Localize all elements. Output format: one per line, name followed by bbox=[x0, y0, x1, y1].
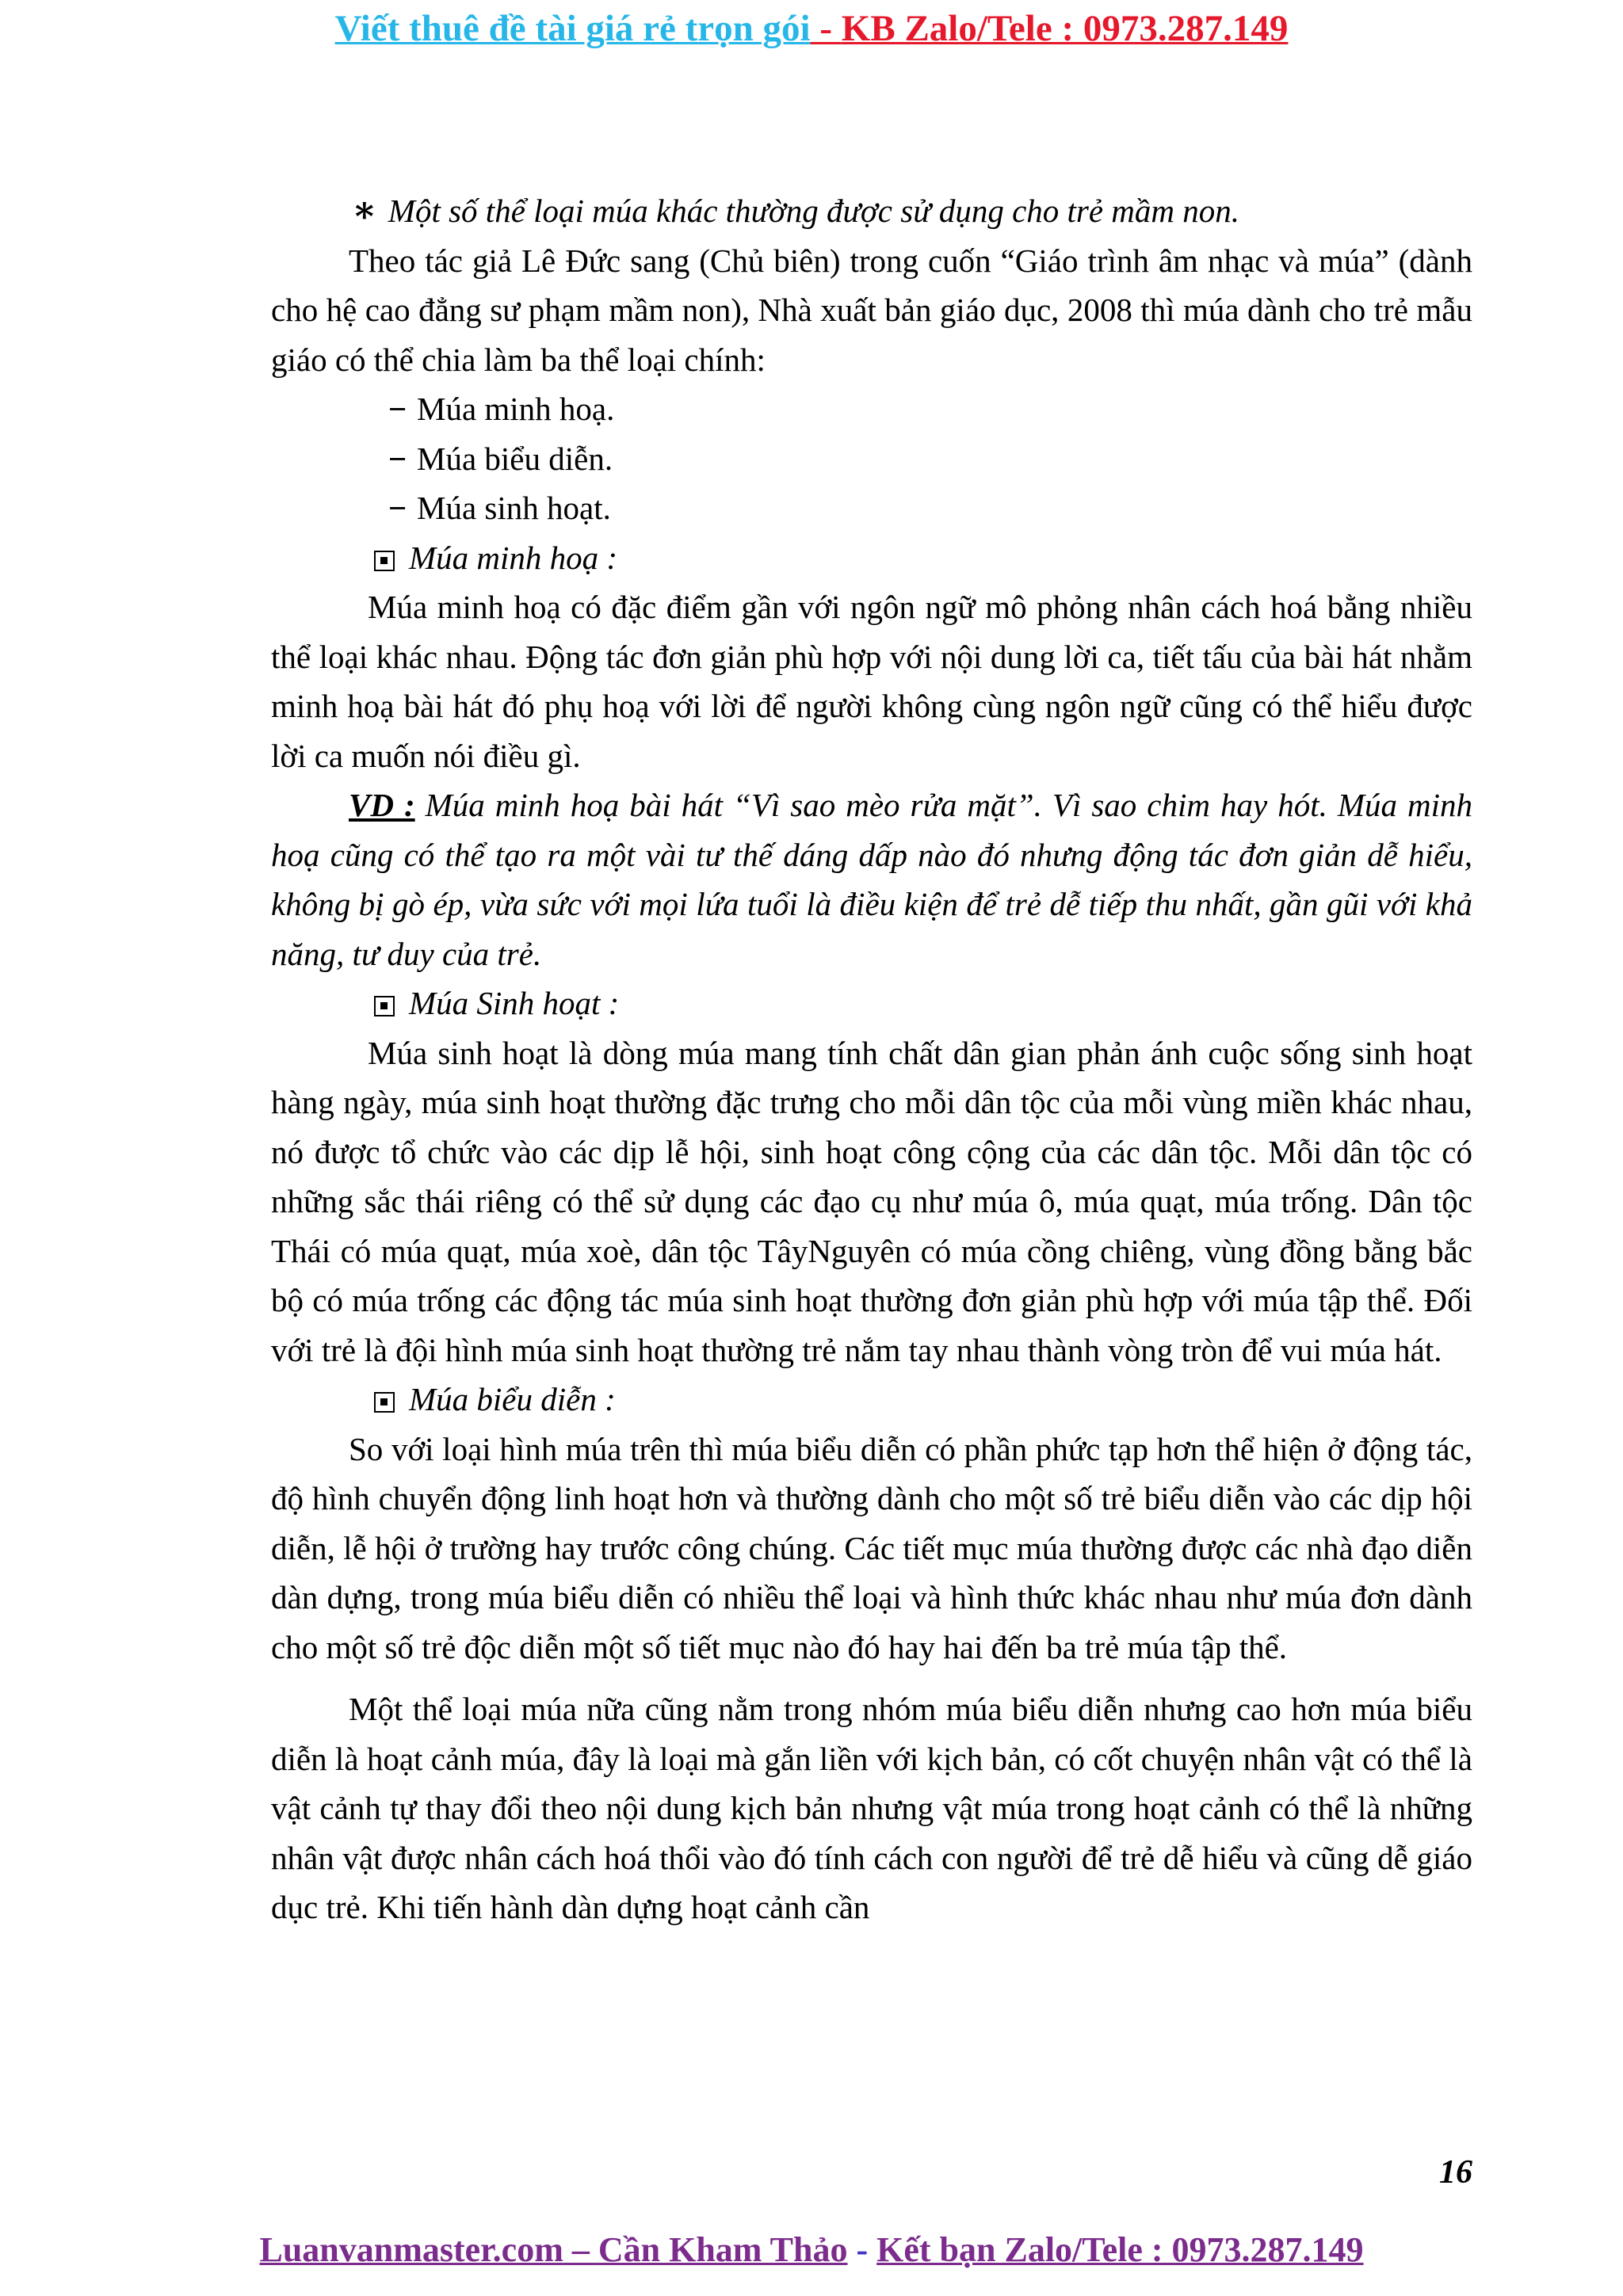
header-link-service[interactable]: Viết thuê đề tài giá rẻ trọn gói bbox=[334, 8, 811, 49]
list-item: − Múa minh hoạ. bbox=[271, 384, 1472, 434]
footer-link-site[interactable]: Luanvanmaster.com bbox=[259, 2230, 563, 2269]
page-footer bbox=[0, 2226, 1623, 2274]
subsection-title: Múa Sinh hoạt : bbox=[271, 978, 1472, 1028]
dash-icon: − bbox=[388, 391, 407, 427]
header-separator: - bbox=[810, 8, 842, 49]
boxed-square-icon bbox=[374, 1392, 395, 1413]
boxed-square-icon bbox=[374, 996, 395, 1016]
dash-icon: − bbox=[388, 440, 407, 477]
list-item: − Múa biểu diễn. bbox=[271, 434, 1472, 484]
paragraph: So với loại hình múa trên thì múa biểu diễn có phần phức tạp hơn thể hiện ở động tác, độ hình chuyển động linh hoạt hơn và thường dành cho một số trẻ biểu diễn vào các dịp hội diễn, lễ hội ở trường hay trước công chúng. Các tiết mục múa thường được các nhà đạo diễn dàn dựng, trong múa biểu diễn có nhiều thể loại và hình thức khác nhau như múa đơn dành cho một số trẻ độc diễn một số tiết mục nào đó hay hai đến ba trẻ múa tập thể. bbox=[271, 1430, 1472, 1665]
paragraph: Múa minh hoạ có đặc điểm gần với ngôn ngữ mô phỏng nhân cách hoá bằng nhiều thể loại khác nhau. Động tác đơn giản phù hợp với nội dung lời ca, tiết tấu của bài hát nhằm minh hoạ bài hát đó phụ hoạ với lời để người không cùng ngôn ngữ cũng có thể hiểu được lời ca muốn nói điều gì. bbox=[271, 589, 1472, 774]
paragraph: Múa sinh hoạt là dòng múa mang tính chất dân gian phản ánh cuộc sống sinh hoạt hàng ngày, múa sinh hoạt thường đặc trưng cho mỗi dân tộc của mỗi vùng miền khác nhau, nó được tổ chức vào các dịp lễ hội, sinh hoạt công cộng của các dân tộc. Mỗi dân tộc có những sắc thái riêng có thể sử dụng các đạo cụ như múa ô, múa quạt, múa trống. Dân tộc Thái có múa quạt, múa xoè, dân tộc TâyNguyên có múa cồng chiêng, vùng đồng bằng bắc bộ có múa trống các động tác múa sinh hoạt thường đơn giản phù hợp với múa tập thể. Đối với trẻ là đội hình múa sinh hoạt thường trẻ nắm tay nhau thành vòng tròn để vui múa hát. bbox=[271, 1034, 1472, 1368]
footer-separator: - bbox=[847, 2230, 877, 2269]
intro-paragraph: Theo tác giả Lê Đức sang (Chủ biên) trong cuốn “Giáo trình âm nhạc và múa” (dành cho hệ cao đẳng sư phạm mầm non), Nhà xuất bản giáo dục, 2008 thì múa dành cho trẻ mẫu giáo có thể chia làm ba thể loại chính: bbox=[271, 242, 1472, 378]
example-paragraph: VD : Múa minh hoạ bài hát “Vì sao mèo rửa mặt”. Vì sao chim hay hót. Múa minh hoạ cũng có thể tạo ra một vài tư thế dáng dấp nào đó nhưng động tác đơn giản dễ hiểu, không bị gò ép, vừa sức với mọi lứa tuổi là điều kiện để trẻ dễ tiếp thu nhất, gần gũi với khả năng, tư duy của trẻ. bbox=[271, 787, 1472, 972]
page-number: 16 bbox=[1439, 2154, 1472, 2191]
footer-dash: – bbox=[563, 2230, 598, 2269]
footer-link-contact[interactable]: Kết bạn Zalo/Tele : 0973.287.149 bbox=[876, 2230, 1364, 2269]
section-heading: ∗ Một số thể loại múa khác thường được sử dụng cho trẻ mầm non. bbox=[271, 185, 1472, 236]
page-header bbox=[0, 5, 1623, 52]
paragraph: Một thể loại múa nữa cũng nằm trong nhóm múa biểu diễn nhưng cao hơn múa biểu diễn là hoạt cảnh múa, đây là loại mà gắn liền với kịch bản, có cốt chuyện nhân vật có thể là vật cảnh tự thay đổi theo nội dung kịch bản nhưng vật múa trong hoạt cảnh có thể là những nhân vật được nhân cách hoá thổi vào đó tính cách con người để trẻ dễ hiểu và cũng dễ giáo dục trẻ. Khi tiến hành dàn dựng hoạt cảnh cần bbox=[271, 1691, 1472, 1925]
header-link-contact[interactable]: KB Zalo/Tele : 0973.287.149 bbox=[841, 8, 1289, 49]
footer-name[interactable]: Cần Kham Thảo bbox=[598, 2230, 848, 2269]
boxed-square-icon bbox=[374, 551, 395, 571]
list-item: − Múa sinh hoạt. bbox=[271, 483, 1472, 533]
document-body bbox=[271, 185, 1472, 1932]
example-label: VD : bbox=[349, 787, 415, 823]
asterisk-icon: ∗ bbox=[352, 189, 377, 230]
subsection-title: Múa minh hoạ : bbox=[271, 533, 1472, 583]
subsection-title: Múa biểu diễn : bbox=[271, 1375, 1472, 1425]
dash-icon: − bbox=[388, 490, 407, 526]
